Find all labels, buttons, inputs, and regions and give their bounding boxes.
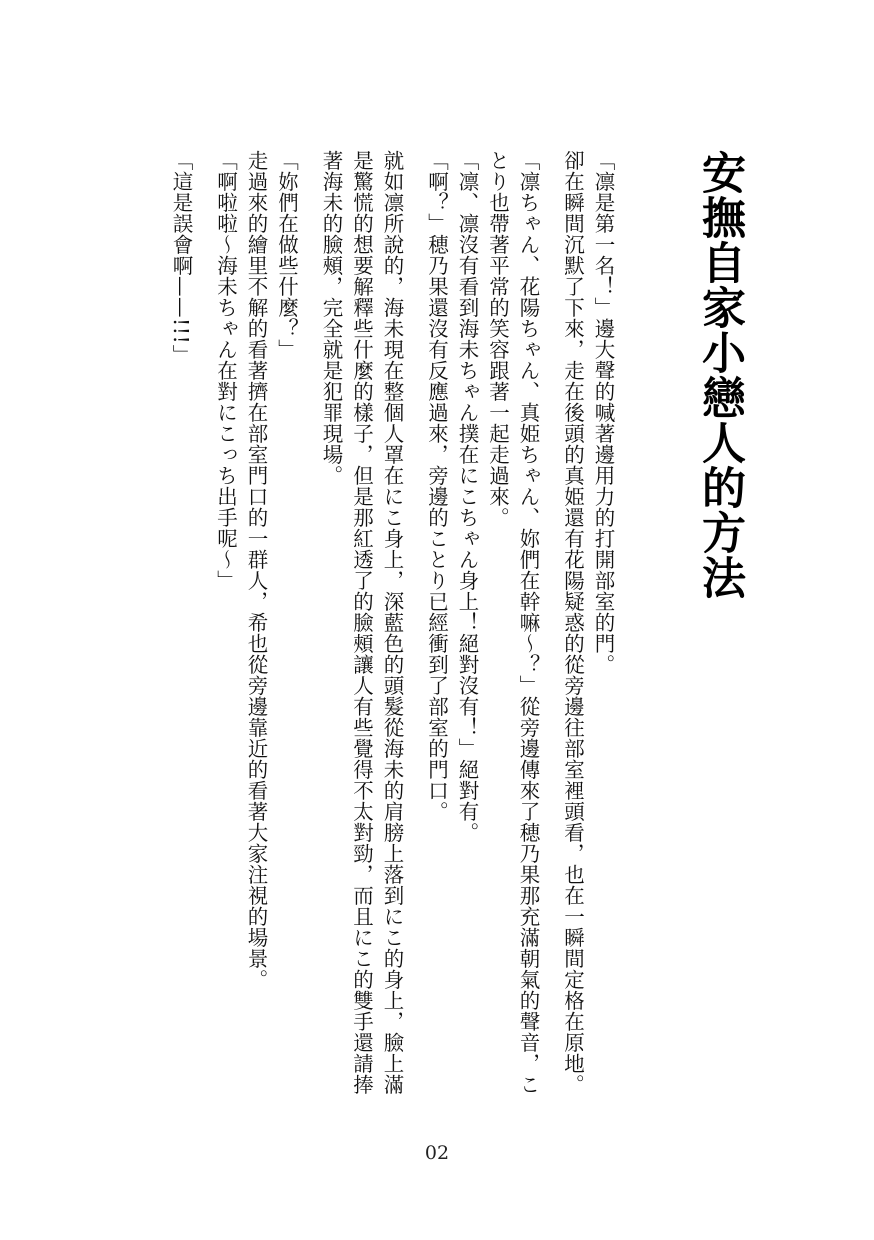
paragraph-1: 「凛是第一名！」邊大聲的喊著邊用力的打開部室的門。 bbox=[591, 150, 615, 675]
paragraph-5: 「啊？」穂乃果還沒有反應過來，旁邊的ことり已經衝到了部室的門口。 bbox=[424, 150, 449, 822]
paragraph-2: 卻在瞬間沉默了下來，走在後頭的真姫還有花陽疑惑的從旁邊往部室裡頭看，也在一瞬間定格在原地。 bbox=[560, 150, 585, 1095]
paragraph-8: 走過來的繪里不解的看著擠在部室門口的一群人，希也從旁邊靠近的看著大家注視的場景。 bbox=[244, 150, 268, 990]
paragraph-4: 「凛、凛沒有看到海未ちゃん撲在にこちゃん身上！絕對沒有！」絕對有。 bbox=[455, 150, 479, 843]
paragraph-6: 就如凛所說的，海未現在整個人罩在にこ身上，深藍色的頭髮從海未的肩膀上落到にこ的身上，臉上滿是驚慌的想要解釋些什麼的樣子，但是那紅透了的臉頰讓人有些覺得不太對勁，而且にこ的雙手還請捧著海未的臉頰，完全就是犯罪現場。 bbox=[319, 150, 404, 1095]
paragraph-gap bbox=[407, 150, 421, 1110]
paragraph-gap bbox=[543, 150, 557, 1110]
paragraph-gap bbox=[302, 150, 316, 1110]
story-text bbox=[166, 150, 619, 1110]
page-number: 02 bbox=[424, 1142, 450, 1164]
paragraph-gap bbox=[196, 150, 210, 1110]
paragraph-3: 「凛ちゃん、花陽ちゃん、真姫ちゃん、妳們在幹嘛～？」從旁邊傳來了穂乃果那充滿朝氣的聲音，ことり也帶著平常的笑容跟著一起走過來。 bbox=[485, 150, 540, 1095]
paragraph-7: 「妳們在做些什麼？」 bbox=[274, 150, 299, 360]
page-title: 安撫自家小戀人的方法 bbox=[694, 150, 745, 600]
paragraph-10: 「這是誤會啊——!!!」 bbox=[169, 150, 193, 366]
paragraph-9: 「啊啦啦～海未ちゃん在對にこっち出手呢～」 bbox=[213, 150, 238, 591]
